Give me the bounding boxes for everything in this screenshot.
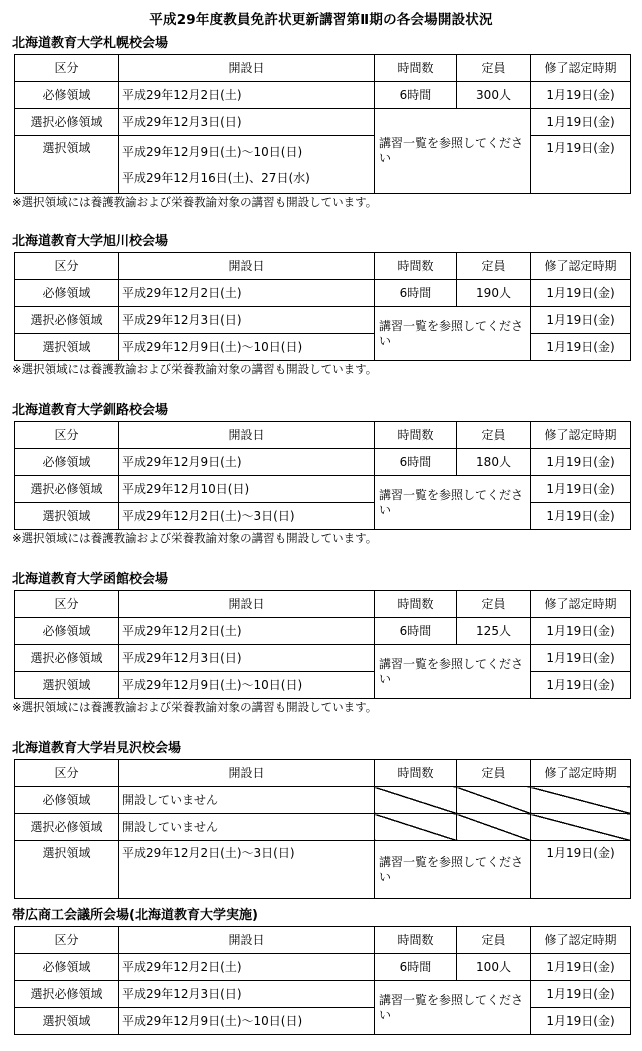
date-cell: 平成29年12月2日(土) [119, 280, 375, 307]
hours-cell: 6時間 [375, 954, 457, 981]
reference-cell: 講習一覧を参照してください [375, 109, 531, 194]
header-hours: 時間数 [375, 760, 457, 787]
kubun-cell: 選択領域 [15, 1008, 119, 1035]
venue-table [14, 926, 631, 1035]
venue-title: 北海道教育大学旭川校会場 [12, 234, 169, 249]
note: ※選択領域には養護教諭および栄養教諭対象の講習も開設しています。 [12, 531, 378, 545]
not-applicable-cell [457, 787, 531, 814]
cert-cell: 1月19日(金) [531, 503, 631, 530]
date-cell: 開設していません [119, 814, 375, 841]
venue-table [14, 590, 631, 699]
table-row [15, 307, 631, 334]
cert-cell: 1月19日(金) [531, 136, 631, 194]
venue-section-asahikawa [14, 232, 630, 377]
note: ※選択領域には養護教諭および栄養教諭対象の講習も開設しています。 [12, 700, 378, 714]
header-hours: 時間数 [375, 422, 457, 449]
kubun-cell: 必修領域 [15, 280, 119, 307]
kubun-cell: 選択領域 [15, 136, 119, 194]
table-row [15, 814, 631, 841]
header-kubun: 区分 [15, 422, 119, 449]
hours-cell: 6時間 [375, 82, 457, 109]
cert-cell: 1月19日(金) [531, 841, 631, 899]
date-line: 平成29年12月9日(土)〜10日(日) [122, 144, 303, 159]
table-header-row [15, 927, 631, 954]
date-cell: 開設していません [119, 787, 375, 814]
date-cell: 平成29年12月9日(土)〜10日(日) [119, 334, 375, 361]
kubun-cell: 選択領域 [15, 503, 119, 530]
date-cell [119, 136, 375, 194]
table-row [15, 476, 631, 503]
capacity-cell: 180人 [457, 449, 531, 476]
header-capacity: 定員 [457, 422, 531, 449]
venue-section-obihiro [14, 906, 630, 1035]
header-capacity: 定員 [457, 591, 531, 618]
cert-cell: 1月19日(金) [531, 645, 631, 672]
date-cell: 平成29年12月2日(土) [119, 82, 375, 109]
header-cert: 修了認定時期 [531, 591, 631, 618]
capacity-cell: 100人 [457, 954, 531, 981]
date-cell: 平成29年12月3日(日) [119, 645, 375, 672]
cert-cell: 1月19日(金) [531, 476, 631, 503]
hours-cell: 6時間 [375, 618, 457, 645]
venue-table [14, 421, 631, 530]
venue-section-sapporo [14, 34, 630, 210]
table-row [15, 109, 631, 136]
venue-title: 北海道教育大学岩見沢校会場 [12, 741, 182, 756]
cert-cell: 1月19日(金) [531, 280, 631, 307]
header-hours: 時間数 [375, 591, 457, 618]
venue-title: 帯広商工会議所会場(北海道教育大学実施) [12, 908, 258, 923]
table-row [15, 136, 631, 194]
venue-title: 北海道教育大学釧路校会場 [12, 403, 169, 418]
table-row [15, 449, 631, 476]
reference-cell: 講習一覧を参照してください [375, 841, 531, 899]
note: ※選択領域には養護教諭および栄養教諭対象の講習も開設しています。 [12, 195, 378, 209]
header-date: 開設日 [119, 422, 375, 449]
kubun-cell: 必修領域 [15, 954, 119, 981]
header-date: 開設日 [119, 591, 375, 618]
hours-cell: 6時間 [375, 449, 457, 476]
kubun-cell: 選択必修領域 [15, 981, 119, 1008]
reference-cell: 講習一覧を参照してください [375, 476, 531, 530]
not-applicable-cell [457, 814, 531, 841]
kubun-cell: 選択必修領域 [15, 476, 119, 503]
header-capacity: 定員 [457, 760, 531, 787]
date-cell: 平成29年12月2日(土) [119, 954, 375, 981]
table-header-row [15, 253, 631, 280]
table-row [15, 645, 631, 672]
header-kubun: 区分 [15, 760, 119, 787]
cert-cell: 1月19日(金) [531, 1008, 631, 1035]
kubun-cell: 必修領域 [15, 787, 119, 814]
header-kubun: 区分 [15, 253, 119, 280]
header-kubun: 区分 [15, 55, 119, 82]
table-header-row [15, 55, 631, 82]
capacity-cell: 125人 [457, 618, 531, 645]
header-date: 開設日 [119, 760, 375, 787]
reference-cell: 講習一覧を参照してください [375, 981, 531, 1035]
document-title: 平成29年度教員免許状更新講習第Ⅱ期の各会場開設状況 [149, 12, 493, 28]
date-line: 平成29年12月16日(土)、27日(水) [122, 170, 310, 185]
date-cell: 平成29年12月3日(日) [119, 307, 375, 334]
header-hours: 時間数 [375, 253, 457, 280]
cert-cell: 1月19日(金) [531, 672, 631, 699]
kubun-cell: 選択必修領域 [15, 307, 119, 334]
kubun-cell: 選択領域 [15, 334, 119, 361]
venue-table [14, 54, 631, 194]
capacity-cell: 190人 [457, 280, 531, 307]
cert-cell: 1月19日(金) [531, 618, 631, 645]
header-capacity: 定員 [457, 927, 531, 954]
cert-cell: 1月19日(金) [531, 307, 631, 334]
table-row [15, 1008, 631, 1035]
kubun-cell: 選択必修領域 [15, 645, 119, 672]
date-cell: 平成29年12月2日(土) [119, 618, 375, 645]
cert-cell: 1月19日(金) [531, 82, 631, 109]
date-cell: 平成29年12月9日(土)〜10日(日) [119, 1008, 375, 1035]
date-cell: 平成29年12月9日(土)〜10日(日) [119, 672, 375, 699]
venue-title: 北海道教育大学札幌校会場 [12, 36, 169, 51]
venue-table [14, 759, 631, 899]
date-cell: 平成29年12月9日(土) [119, 449, 375, 476]
date-cell: 平成29年12月3日(日) [119, 109, 375, 136]
kubun-cell: 必修領域 [15, 449, 119, 476]
reference-cell: 講習一覧を参照してください [375, 645, 531, 699]
date-cell: 平成29年12月10日(日) [119, 476, 375, 503]
not-applicable-cell [531, 814, 631, 841]
header-hours: 時間数 [375, 927, 457, 954]
kubun-cell: 選択領域 [15, 841, 119, 899]
table-row [15, 672, 631, 699]
header-capacity: 定員 [457, 55, 531, 82]
cert-cell: 1月19日(金) [531, 449, 631, 476]
table-row [15, 954, 631, 981]
kubun-cell: 選択必修領域 [15, 109, 119, 136]
header-date: 開設日 [119, 253, 375, 280]
header-cert: 修了認定時期 [531, 422, 631, 449]
header-date: 開設日 [119, 55, 375, 82]
venue-section-iwamizawa [14, 739, 630, 899]
cert-cell: 1月19日(金) [531, 109, 631, 136]
date-cell: 平成29年12月3日(日) [119, 981, 375, 1008]
header-cert: 修了認定時期 [531, 760, 631, 787]
venue-section-hakodate [14, 570, 630, 715]
note: ※選択領域には養護教諭および栄養教諭対象の講習も開設しています。 [12, 362, 378, 376]
not-applicable-cell [375, 814, 457, 841]
kubun-cell: 必修領域 [15, 618, 119, 645]
header-kubun: 区分 [15, 591, 119, 618]
kubun-cell: 選択領域 [15, 672, 119, 699]
not-applicable-cell [531, 787, 631, 814]
table-row [15, 841, 631, 899]
date-cell: 平成29年12月2日(土)〜3日(日) [119, 503, 375, 530]
reference-cell: 講習一覧を参照してください [375, 307, 531, 361]
table-header-row [15, 760, 631, 787]
header-cert: 修了認定時期 [531, 253, 631, 280]
table-header-row [15, 591, 631, 618]
table-row [15, 82, 631, 109]
header-capacity: 定員 [457, 253, 531, 280]
venue-title: 北海道教育大学函館校会場 [12, 572, 169, 587]
venue-table [14, 252, 631, 361]
date-cell: 平成29年12月2日(土)〜3日(日) [119, 841, 375, 899]
table-row [15, 618, 631, 645]
table-row [15, 503, 631, 530]
kubun-cell: 必修領域 [15, 82, 119, 109]
table-header-row [15, 422, 631, 449]
table-row [15, 981, 631, 1008]
header-kubun: 区分 [15, 927, 119, 954]
kubun-cell: 選択必修領域 [15, 814, 119, 841]
header-date: 開設日 [119, 927, 375, 954]
cert-cell: 1月19日(金) [531, 981, 631, 1008]
not-applicable-cell [375, 787, 457, 814]
table-row [15, 280, 631, 307]
cert-cell: 1月19日(金) [531, 334, 631, 361]
table-row [15, 334, 631, 361]
table-row [15, 787, 631, 814]
header-cert: 修了認定時期 [531, 55, 631, 82]
capacity-cell: 300人 [457, 82, 531, 109]
venue-section-kushiro [14, 401, 630, 546]
cert-cell: 1月19日(金) [531, 954, 631, 981]
hours-cell: 6時間 [375, 280, 457, 307]
header-hours: 時間数 [375, 55, 457, 82]
header-cert: 修了認定時期 [531, 927, 631, 954]
